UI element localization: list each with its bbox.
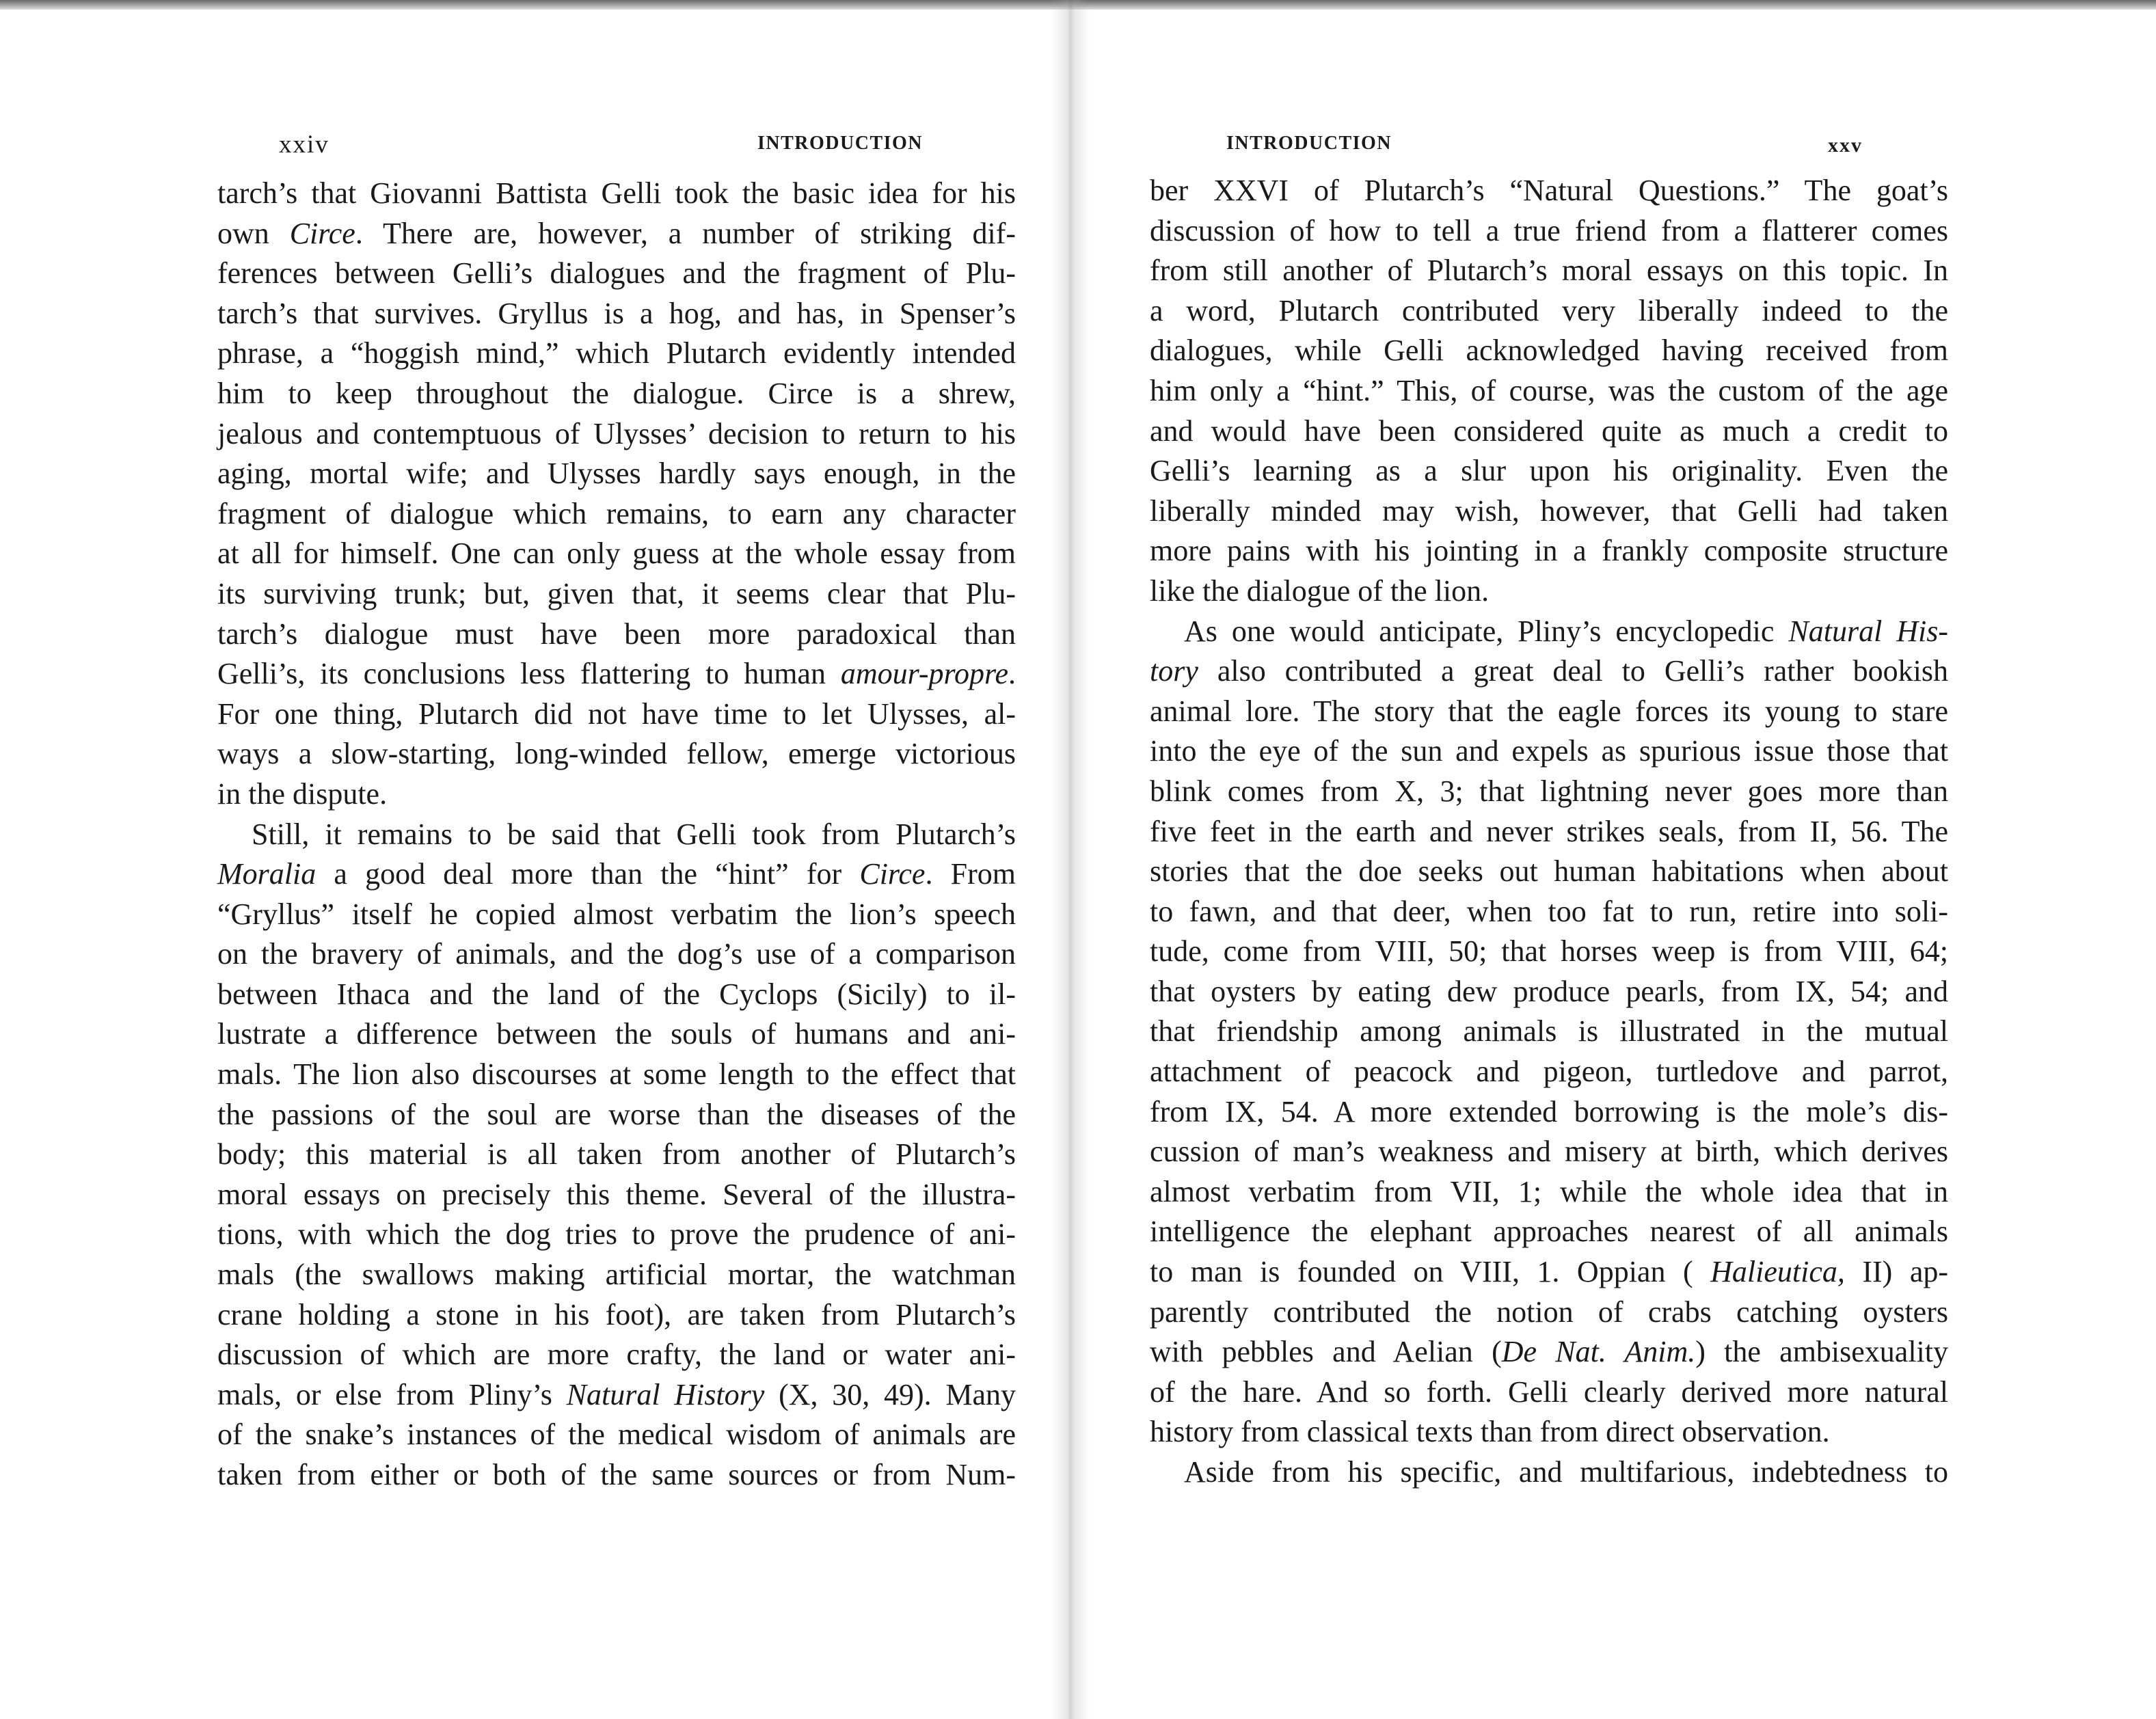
text-line	[1150, 331, 1948, 371]
text-line	[217, 534, 1016, 574]
text-run: also contributed a great deal to Gelli’s rather bookish	[1198, 654, 1948, 688]
text-line	[1150, 291, 1948, 331]
text-line	[217, 815, 1016, 855]
text-run: mals. The lion also discourses at some length to the effect that	[217, 1057, 1016, 1092]
text-run: between Ithaca and the land of the Cyclops (Sicily) to il-	[217, 977, 1016, 1011]
text-run: that friendship among animals is illustrated in the mutual	[1150, 1014, 1948, 1048]
text-run: aging, mortal wife; and Ulysses hardly says enough, in the	[217, 457, 1016, 491]
text-run: moral essays on precisely this theme. Several of the illustra-	[217, 1177, 1016, 1211]
text-line	[217, 294, 1016, 334]
text-run: ways a slow-starting, long-winded fellow, emerge victorious	[217, 737, 1016, 771]
text-run: ferences between Gelli’s dialogues and the fragment of Plu-	[217, 256, 1016, 290]
text-line	[217, 774, 1016, 815]
right-running-title: INTRODUCTION	[1226, 133, 1392, 154]
text-line	[1150, 1132, 1948, 1172]
text-run: a good deal more than the “hint” for	[316, 857, 860, 891]
text-line	[1150, 1092, 1948, 1133]
left-page-number: xxiv	[279, 131, 329, 159]
text-line	[1150, 571, 1948, 612]
text-line	[217, 254, 1016, 294]
text-line	[217, 1014, 1016, 1055]
text-run: almost verbatim from VII, 1; while the whole idea that in	[1150, 1174, 1948, 1208]
italic-text: tory	[1150, 654, 1198, 688]
right-page-number: xxv	[1828, 134, 1863, 157]
text-run: phrase, a “hoggish mind,” which Plutarch evidently intended	[217, 336, 1016, 370]
text-run: parently contributed the notion of crabs catching oysters	[1150, 1295, 1948, 1329]
left-running-head	[217, 130, 1016, 164]
italic-text: Natural His-	[1788, 614, 1948, 648]
text-run: the passions of the soul are worse than the diseases of the	[217, 1097, 1016, 1131]
text-run: mals, or else from Pliny’s	[217, 1377, 567, 1411]
text-line	[217, 734, 1016, 774]
text-line	[217, 1255, 1016, 1295]
text-line	[217, 934, 1016, 975]
text-line	[1150, 892, 1948, 932]
text-line	[217, 1455, 1016, 1495]
text-run: like the dialogue of the lion.	[1150, 573, 1490, 608]
text-line	[217, 1095, 1016, 1135]
text-run: history from classical texts than from direct observation.	[1150, 1415, 1830, 1449]
text-line	[217, 214, 1016, 254]
text-run: jealous and contemptuous of Ulysses’ decision to return to his	[217, 416, 1016, 450]
text-run: from IX, 54. A more extended borrowing is the mole’s dis-	[1150, 1094, 1948, 1128]
text-run: of the hare. And so forth. Gelli clearly derived more natural	[1150, 1375, 1948, 1409]
text-run: on the bravery of animals, and the dog’s use of a comparison	[217, 937, 1016, 971]
text-line	[217, 895, 1016, 935]
text-run: intelligence the elephant approaches nearest of all animals	[1150, 1215, 1948, 1249]
italic-text: amour-propre	[840, 657, 1008, 691]
text-line	[1150, 852, 1948, 892]
text-run: blink comes from X, 3; that lightning never goes more than	[1150, 774, 1948, 808]
text-run: lustrate a difference between the souls of humans and ani-	[217, 1017, 1016, 1051]
text-run: ) the ambisexuality	[1695, 1335, 1949, 1369]
text-run: tude, come from VIII, 50; that horses weep is from VIII, 64;	[1150, 934, 1948, 969]
right-page	[1150, 0, 1948, 1719]
text-line	[217, 1215, 1016, 1255]
text-line	[1150, 531, 1948, 571]
left-running-title: INTRODUCTION	[757, 133, 924, 154]
text-line	[217, 1135, 1016, 1175]
left-body-text	[217, 174, 1016, 1495]
text-run: dialogues, while Gelli acknowledged having received from	[1150, 334, 1948, 368]
text-line	[217, 414, 1016, 455]
book-gutter	[1051, 0, 1090, 1719]
text-run: and would have been considered quite as much a credit to	[1150, 414, 1948, 448]
text-run: him to keep throughout the dialogue. Circe is a shrew,	[217, 376, 1016, 410]
right-body-text	[1150, 171, 1948, 1493]
italic-text: Natural History	[566, 1377, 765, 1411]
italic-text: De Nat. Anim.	[1501, 1335, 1696, 1369]
text-line	[1150, 171, 1948, 211]
text-run: more pains with his jointing in a frankly composite structure	[1150, 534, 1948, 568]
italic-text: Halieutica,	[1710, 1255, 1845, 1289]
text-line	[1150, 411, 1948, 452]
text-run: own	[217, 216, 290, 250]
text-run: with pebbles and Aelian (	[1150, 1335, 1502, 1369]
text-run: “Gryllus” itself he copied almost verbatim the lion’s speech	[217, 897, 1016, 931]
text-run: mals (the swallows making artificial mortar, the watchman	[217, 1258, 1016, 1292]
text-line	[217, 1375, 1016, 1416]
text-line	[1150, 1212, 1948, 1252]
text-line	[1150, 1372, 1948, 1413]
text-line	[1150, 1172, 1948, 1213]
italic-text: Circe	[859, 857, 926, 891]
text-line	[217, 334, 1016, 374]
text-line	[1150, 211, 1948, 252]
text-line	[217, 454, 1016, 494]
text-run: of the snake’s instances of the medical wisdom of animals are	[217, 1418, 1016, 1452]
text-line	[1150, 1412, 1948, 1452]
text-run: .	[1008, 657, 1016, 691]
text-line	[217, 1295, 1016, 1336]
text-line	[217, 694, 1016, 735]
text-line	[217, 1415, 1016, 1455]
text-run: Still, it remains to be said that Gelli took from Plutarch’s	[252, 817, 1016, 851]
text-line	[1150, 731, 1948, 772]
text-line	[217, 654, 1016, 694]
text-run: body; this material is all taken from another of Plutarch’s	[217, 1137, 1016, 1172]
text-line	[217, 574, 1016, 614]
text-line	[1150, 932, 1948, 972]
text-line	[1150, 1452, 1948, 1493]
text-run: ber XXVI of Plutarch’s “Natural Questions.” The goat’s	[1150, 174, 1948, 207]
text-line	[1150, 1332, 1948, 1372]
text-run: tarch’s that survives. Gryllus is a hog, and has, in Spenser’s	[217, 296, 1016, 330]
text-run: Gelli’s learning as a slur upon his originality. Even the	[1150, 454, 1948, 488]
text-run: II) ap-	[1844, 1255, 1948, 1289]
text-line	[1150, 251, 1948, 291]
text-line	[217, 975, 1016, 1015]
left-page	[217, 0, 1016, 1719]
text-run: a word, Plutarch contributed very liberally indeed to the	[1150, 293, 1948, 327]
text-run: into the eye of the sun and expels as spurious issue those that	[1150, 734, 1948, 768]
text-line	[1150, 772, 1948, 812]
text-run: five feet in the earth and never strikes seals, from II, 56. The	[1150, 814, 1948, 848]
text-run: stories that the doe seeks out human habitations when about	[1150, 854, 1948, 889]
text-line	[217, 1175, 1016, 1215]
text-run: As one would anticipate, Pliny’s encyclopedic	[1184, 614, 1789, 648]
text-run: (X, 30, 49). Many	[764, 1377, 1016, 1411]
text-line	[217, 1055, 1016, 1095]
text-line	[217, 614, 1016, 655]
text-line	[1150, 692, 1948, 732]
text-run: him only a “hint.” This, of course, was the custom of the age	[1150, 373, 1948, 407]
text-run: animal lore. The story that the eagle forces its young to stare	[1150, 694, 1948, 728]
text-line	[1150, 491, 1948, 532]
text-line	[1150, 812, 1948, 852]
text-line	[1150, 612, 1948, 652]
italic-text: Circe	[289, 216, 355, 250]
text-line	[1150, 1252, 1948, 1292]
text-run: . From	[925, 857, 1016, 891]
text-run: discussion of which are more crafty, the land or water ani-	[217, 1338, 1016, 1372]
text-line	[217, 174, 1016, 214]
text-run: Aside from his specific, and multifarious, indebtedness to	[1184, 1455, 1948, 1489]
text-run: fragment of dialogue which remains, to earn any character	[217, 496, 1016, 530]
text-line	[1150, 1012, 1948, 1052]
text-run: its surviving trunk; but, given that, it seems clear that Plu-	[217, 576, 1016, 610]
text-line	[1150, 972, 1948, 1012]
text-run: that oysters by eating dew produce pearls, from IX, 54; and	[1150, 974, 1948, 1008]
text-run: discussion of how to tell a true friend from a flatterer comes	[1150, 213, 1948, 247]
text-run: tions, with which the dog tries to prove the prudence of ani-	[217, 1217, 1016, 1251]
text-run: taken from either or both of the same sources or from Num-	[217, 1458, 1016, 1491]
right-running-head	[1150, 130, 1948, 164]
text-run: For one thing, Plutarch did not have time to let Ulysses, al-	[217, 696, 1016, 731]
text-run: crane holding a stone in his foot), are taken from Plutarch’s	[217, 1297, 1016, 1331]
text-line	[1150, 1292, 1948, 1333]
text-run: in the dispute.	[217, 776, 388, 811]
text-line	[1150, 451, 1948, 491]
text-run: tarch’s that Giovanni Battista Gelli took the basic idea for his	[217, 176, 1016, 210]
text-line	[1150, 651, 1948, 692]
text-run: . There are, however, a number of striking dif-	[355, 216, 1016, 250]
text-line	[217, 854, 1016, 895]
text-run: tarch’s dialogue must have been more paradoxical than	[217, 617, 1016, 651]
text-run: cussion of man’s weakness and misery at birth, which derives	[1150, 1135, 1948, 1169]
text-run: to man is founded on VIII, 1. Oppian (	[1150, 1255, 1711, 1289]
text-run: liberally minded may wish, however, that Gelli had taken	[1150, 493, 1948, 528]
text-run: from still another of Plutarch’s moral essays on this topic. In	[1150, 254, 1948, 288]
text-line	[217, 1335, 1016, 1375]
text-run: attachment of peacock and pigeon, turtledove and parrot,	[1150, 1055, 1948, 1089]
text-line	[217, 494, 1016, 534]
text-run: Gelli’s, its conclusions less flattering to human	[217, 657, 841, 691]
text-line	[1150, 371, 1948, 411]
text-line	[1150, 1052, 1948, 1092]
italic-text: Moralia	[217, 857, 316, 891]
text-run: at all for himself. One can only guess at the whole essay from	[217, 537, 1016, 571]
text-run: to fawn, and that deer, when too fat to run, retire into soli-	[1150, 894, 1948, 928]
text-line	[217, 374, 1016, 414]
